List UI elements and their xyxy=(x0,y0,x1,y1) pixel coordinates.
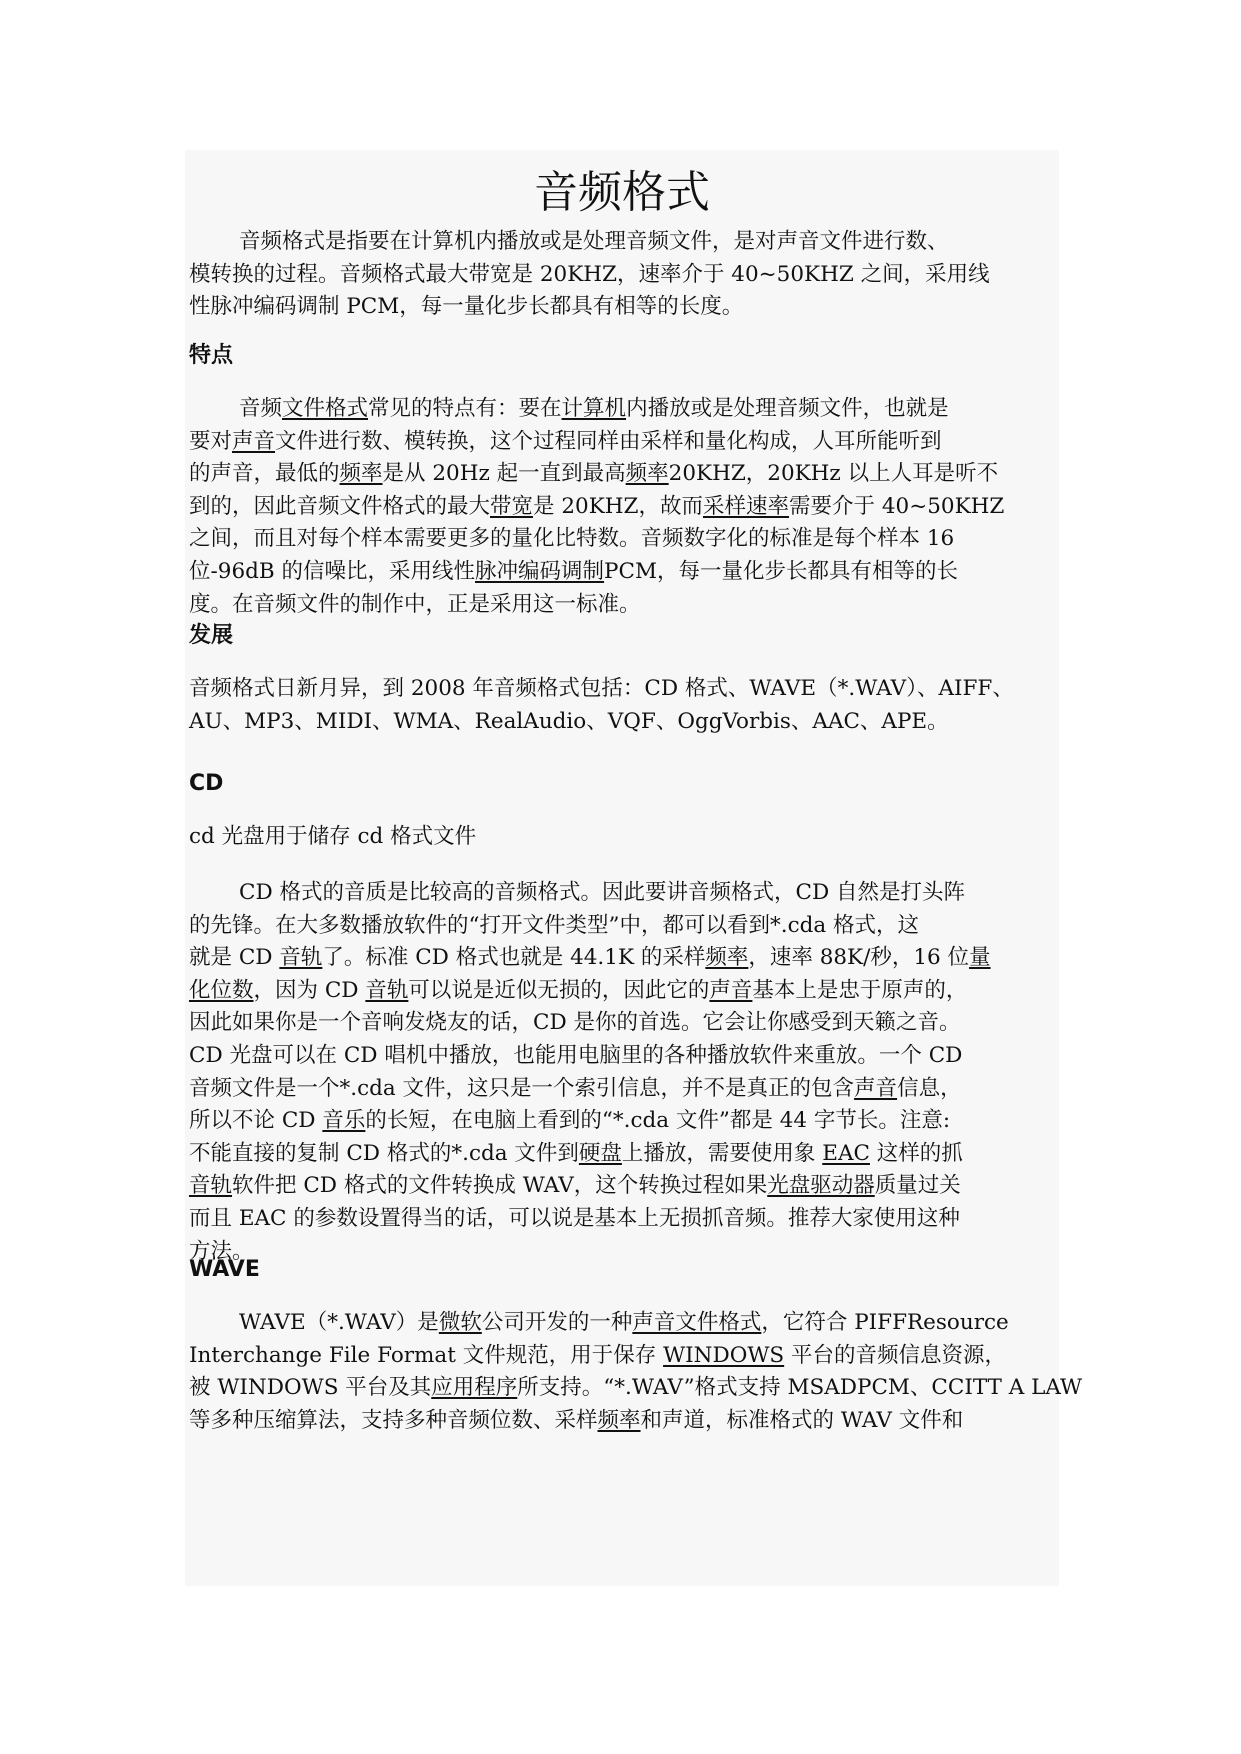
link-quantization-bits[interactable]: 化位数 xyxy=(189,977,254,1003)
text-line: 方法。 xyxy=(189,1238,254,1264)
text-line: 位-96dB 的信噪比，采用线性脉冲编码调制PCM，每一量化步长都具有相等的长 xyxy=(189,558,958,584)
text-line: 性脉冲编码调制 PCM，每一量化步长都具有相等的长度。 xyxy=(189,294,744,320)
cd-paragraph xyxy=(189,877,1055,1268)
link-frequency[interactable]: 频率 xyxy=(625,461,669,487)
link-audio-track[interactable]: 音轨 xyxy=(279,945,323,971)
wave-paragraph xyxy=(189,1307,1083,1437)
link-windows[interactable]: WINDOWS xyxy=(663,1342,785,1368)
text-line: 被 WINDOWS 平台及其应用程序所支持。“*.WAV”格式支持 MSADPCM、CCITT A LAW xyxy=(189,1375,1083,1401)
text-line: 模转换的过程。音频格式最大带宽是 20KHZ，速率介于 40~50KHZ 之间，采用线 xyxy=(189,261,990,287)
link-frequency[interactable]: 频率 xyxy=(705,945,749,971)
link-quantization-bits[interactable]: 量 xyxy=(969,945,991,971)
text-line: 音频文件是一个*.cda 文件，这只是一个索引信息，并不是真正的包含声音信息， xyxy=(189,1075,962,1101)
link-eac[interactable]: EAC xyxy=(822,1140,870,1166)
link-hard-disk[interactable]: 硬盘 xyxy=(578,1140,622,1166)
section-heading-wave: WAVE xyxy=(189,1257,260,1282)
text-line: 等多种压缩算法，支持多种音频位数、采样频率和声道，标准格式的 WAV 文件和 xyxy=(189,1407,964,1433)
text-line: 不能直接的复制 CD 格式的*.cda 文件到硬盘上播放，需要使用象 EAC 这样的抓 xyxy=(189,1140,963,1166)
text-line: CD 格式的音质是比较高的音频格式。因此要讲音频格式，CD 自然是打头阵 xyxy=(239,880,966,905)
text-line: 而且 EAC 的参数设置得当的话，可以说是基本上无损抓音频。推荐大家使用这种 xyxy=(189,1205,960,1231)
text-line: 的先锋。在大多数播放软件的“打开文件类型”中，都可以看到*.cda 格式，这 xyxy=(189,912,920,938)
link-frequency[interactable]: 频率 xyxy=(339,461,383,487)
text-line: WAVE（*.WAV）是微软公司开发的一种声音文件格式，它符合 PIFFResource xyxy=(239,1310,1009,1335)
text-line: 音频文件格式常见的特点有：要在计算机内播放或是处理音频文件，也就是 xyxy=(239,396,949,421)
link-computer[interactable]: 计算机 xyxy=(561,396,627,421)
development-paragraph xyxy=(189,673,1055,738)
link-pcm[interactable]: 脉冲编码调制 xyxy=(475,558,605,584)
link-microsoft[interactable]: 微软 xyxy=(438,1310,482,1335)
link-audio-track[interactable]: 音轨 xyxy=(189,1173,233,1199)
page-title: 音频格式 xyxy=(534,167,710,218)
text-line: 就是 CD 音轨了。标准 CD 格式也就是 44.1K 的采样频率，速率 88K/秒，16 位量 xyxy=(189,945,991,971)
text-line: Interchange File Format 文件规范，用于保存 WINDOWS 平台的音频信息资源， xyxy=(189,1342,1007,1368)
text-line: 音频格式是指要在计算机内播放或是处理音频文件，是对声音文件进行数、 xyxy=(239,229,949,254)
link-optical-drive[interactable]: 光盘驱动器 xyxy=(767,1173,875,1199)
link-sound-file-format[interactable]: 声音文件格式 xyxy=(632,1310,762,1335)
text-line: AU、MP3、MIDI、WMA、RealAudio、VQF、OggVorbis、AAC、APE。 xyxy=(189,708,949,734)
link-sampling-rate[interactable]: 采样速率 xyxy=(702,493,789,519)
text-line: 音轨软件把 CD 格式的文件转换成 WAV，这个转换过程如果光盘驱动器质量过关 xyxy=(189,1173,961,1199)
text-line: 的声音，最低的频率是从 20Hz 起一直到最高频率20KHZ，20KHz 以上人耳是听不 xyxy=(189,461,999,487)
text-line: 要对声音文件进行数、模转换，这个过程同样由采样和量化构成，人耳所能听到 xyxy=(189,428,942,454)
intro-paragraph xyxy=(189,226,1055,324)
section-heading-features: 特点 xyxy=(189,343,234,368)
text-line: 音频格式日新月异，到 2008 年音频格式包括：CD 格式、WAVE（*.WAV）、AIFF、 xyxy=(189,676,1014,701)
text-line: 度。在音频文件的制作中，正是采用这一标准。 xyxy=(189,591,641,617)
text-line: 化位数，因为 CD 音轨可以说是近似无损的，因此它的声音基本上是忠于原声的， xyxy=(189,977,968,1003)
link-frequency[interactable]: 频率 xyxy=(597,1407,641,1433)
link-sound[interactable]: 声音 xyxy=(232,428,276,454)
text-line: CD 光盘可以在 CD 唱机中播放，也能用电脑里的各种播放软件来重放。一个 CD xyxy=(189,1042,963,1068)
section-heading-cd: CD xyxy=(189,771,224,796)
link-application[interactable]: 应用程序 xyxy=(431,1375,518,1401)
link-audio-track[interactable]: 音轨 xyxy=(365,977,409,1003)
cd-subtitle xyxy=(189,821,1055,854)
text-line: 到的，因此音频文件格式的最大带宽是 20KHZ，故而采样速率需要介于 40~50KHZ xyxy=(189,493,1005,519)
text-line: 之间，而且对每个样本需要更多的量化比特数。音频数字化的标准是每个样本 16 xyxy=(189,526,955,552)
link-sound[interactable]: 声音 xyxy=(709,977,753,1003)
text-line: 因此如果你是一个音响发烧友的话，CD 是你的首选。它会让你感受到天籁之音。 xyxy=(189,1010,961,1036)
text-line: cd 光盘用于储存 cd 格式文件 xyxy=(189,824,477,849)
link-sound[interactable]: 声音 xyxy=(854,1075,898,1101)
text-line: 所以不论 CD 音乐的长短，在电脑上看到的“*.cda 文件”都是 44 字节长。注意: xyxy=(189,1108,951,1134)
link-music[interactable]: 音乐 xyxy=(322,1108,366,1134)
link-file-format[interactable]: 文件格式 xyxy=(282,396,369,421)
document-page xyxy=(185,150,1083,1586)
section-heading-development: 发展 xyxy=(189,623,234,648)
features-paragraph xyxy=(189,393,1055,621)
link-bandwidth[interactable]: 带宽 xyxy=(490,493,534,519)
